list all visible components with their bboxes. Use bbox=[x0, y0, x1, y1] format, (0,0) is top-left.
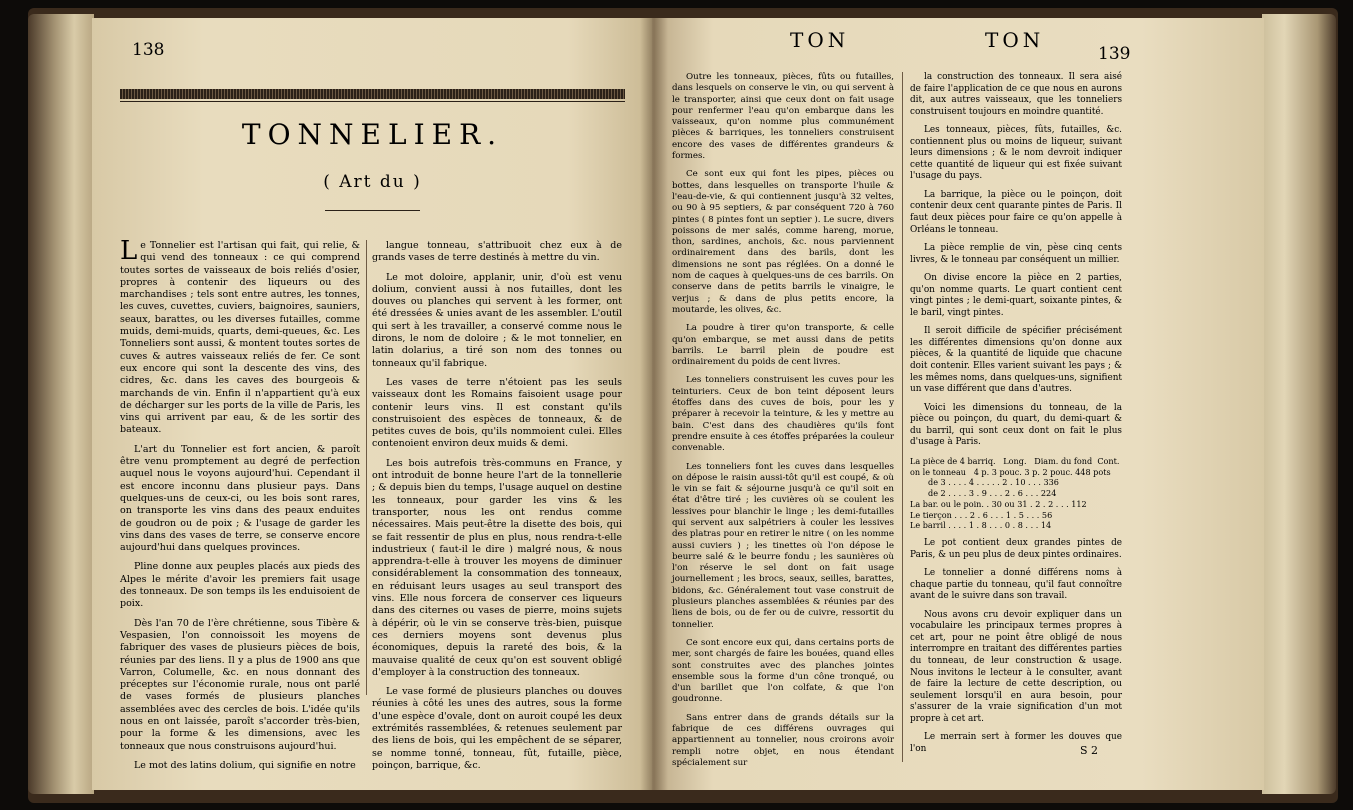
right-column-1 bbox=[672, 72, 894, 776]
paragraph: On divise encore la pièce en 2 parties, qu'on nomme quarts. Le quart contient cent vingt pintes ; le demi-quart, soixante pintes, & le baril, vingt pintes. bbox=[910, 273, 1122, 318]
dimensions-table-row: on le tonneau 4 p. 3 pouc. 3 p. 2 pouc. 448 pots bbox=[910, 466, 1111, 477]
paragraph: Le pot contient deux grandes pintes de Paris, & un peu plus de deux pintes ordinaires. bbox=[910, 538, 1122, 560]
paragraph: langue tonneau, s'attribuoit chez eux à de grands vases de terre destinés à mettre du vin. bbox=[372, 240, 622, 264]
paragraph: Il seroit difficile de spécifier précisément les différentes dimensions qu'on donne aux pièces, & la quantité de liquide que chacune doit contenir. Elles varient suivant les pays ; & les mêmes noms, dans quelques-uns, signifient un vase différent que dans d'autres. bbox=[910, 326, 1122, 395]
running-head-right: TON bbox=[985, 28, 1045, 52]
dimensions-table-row: de 3 . . . . 4 . . . . . 2 . 10 . . . 336 bbox=[910, 477, 1059, 488]
paragraph: Voici les dimensions du tonneau, de la pièce ou poinçon, du quart, du demi-quart & du barril, qui sont ceux dont on fait le plus d'usage à Paris. bbox=[910, 402, 1122, 448]
paragraph: Les tonneaux, pièces, fûts, futailles, &c. contiennent plus ou moins de liqueur, suivant leurs dimensions ; & le nom devroit indiquer cette quantité de liqueur qui est fixée suivant l'usage du pays. bbox=[910, 125, 1122, 182]
paragraph: Ce sont encore eux qui, dans certains ports de mer, sont chargés de faire les bouées, quand elles sont construites avec des planches jointes ensemble sous la forme d'un cône tronqué, ou d'un barillet que l'on colfate, & que l'on goudronne. bbox=[672, 637, 894, 705]
dimensions-table-row: Le barril . . . . 1 . 8 . . . 0 . 8 . . . 14 bbox=[910, 520, 1052, 531]
paragraph: Le Tonnelier est l'artisan qui fait, qui relie, & qui vend des tonneaux : ce qui comprend toutes sortes de vaisseaux de bois reliés d'osier, propres à contenir des liqueurs ou des marchandises ; tels sont entre autres, les tonnes, les cuves, cuvettes, cuviers, baignoires, sauniers, seaux, barattes, ou les diverses futailles, comme muids, demi-muids, quarts, demi-queues, &c. Les Tonneliers sont aussi, & montent toutes sortes de cuves & autres vaisseaux reliés de fer. Ce sont eux encore qui sont la descente des vins, des cidres, &c. dans les caves des bourgeois & marchands de vin. Enfin il n'appartient qu'à eux de décharger sur les ports de la ville de Paris, les vins qui arrivent par eau, & de les sortir des bateaux. bbox=[120, 236, 360, 436]
left-column-1 bbox=[120, 236, 361, 779]
paragraph: Le mot doloire, applanir, unir, d'où est venu dolium, convient aussi à nos futailles, dont les douves ou planches qui servent à les former, ont été dressées & unies avant de les assembler. L'outil qui sert à les travailler, a conservé comme nous le dirons, le nom de doloire ; & le mot tonnelier, en latin dolarius, a tiré son nom des tonnes ou tonneaux qu'il fabrique. bbox=[372, 271, 622, 369]
paragraph: Les tonneliers font les cuves dans lesquelles on dépose le raisin aussi-tôt qu'il est coupé, & où le vin se fait & séjourne jusqu'à ce qu'il soit en état d'être tiré ; les cuvières où se coulent les lessives pour blanchir le linge ; les demi-futailles qui servent aux salpétriers à couler les lessives des platras pour en retirer le nitre ( on les nomme aussi cuviers ) ; les tinettes où l'on dépose le beurre salé & le beurre fondu ; les saunières où l'on réserve le sel dont on fait usage journellement ; les brocs, seaux, seilles, barattes, bidons, &c. Généralement tout vase construit de plusieurs planches assemblées & réunies par des liens de bois, ou de fer ou de cuivre, ressortit du tonnelier. bbox=[672, 461, 894, 630]
paragraph: La pièce remplie de vin, pèse cinq cents livres, & le tonneau par conséquent un millier. bbox=[910, 243, 1122, 265]
signature-mark: S 2 bbox=[1080, 744, 1099, 757]
article-subtitle: ( Art du ) bbox=[323, 172, 422, 192]
left-page-number: 138 bbox=[132, 40, 165, 60]
left-column-divider bbox=[366, 240, 367, 695]
header-ornament-rule bbox=[120, 89, 625, 99]
left-page-edges bbox=[28, 14, 94, 794]
paragraph: La poudre à tirer qu'on transporte, & celle qu'on embarque, se met aussi dans de petits barrils. Le barril plein de poudre est ordinairement du poids de cent livres. bbox=[672, 323, 894, 368]
title-separator-rule bbox=[325, 210, 420, 211]
dimensions-table bbox=[910, 456, 1122, 531]
right-page-edges bbox=[1262, 14, 1336, 794]
paragraph: Pline donne aux peuples placés aux pieds des Alpes le mérite d'avoir les premiers fait usage des tonneaux. De son temps ils les enduisoient de poix. bbox=[120, 561, 361, 610]
left-column-2 bbox=[372, 240, 622, 779]
paragraph: Outre les tonneaux, pièces, fûts ou futailles, dans lesquels on conserve le vin, ou qui servent à le transporter, ainsi que ceux dont on fait usage pour renfermer l'eau qu'on embarque dans les vaisseaux, qu'on nomme plus communément pièces & barriques, les tonneliers construisent encore des vases de différentes grandeurs & formes. bbox=[672, 72, 894, 162]
paragraph: Les tonneliers construisent les cuves pour les teinturiers. Ceux de bon teint déposent leurs étoffes dans des cuves de bois, pour les y préparer à recevoir la teinture, & les y mettre au bain. C'est dans des chaudières qu'ils font prendre ensuite à ces étoffes préparées la couleur convenable. bbox=[672, 375, 894, 454]
dimensions-table-row: Le tierçon . . . 2 . 6 . . . 1 . 5 . . . 56 bbox=[910, 509, 1053, 520]
paragraph: Nous avons cru devoir expliquer dans un vocabulaire les principaux termes propres à cet art, pour ne point être obligé de nous interrompre en traitant des différentes parties du tonneau, de leur construction & usage. Nous invitons le lecteur à le consulter, avant de faire la lecture de cette description, ou seulement lorsqu'il en aura besoin, pour s'assurer de la vraie signification d'un mot propre à cet art. bbox=[910, 609, 1122, 724]
paragraph: Ce sont eux qui font les pipes, pièces ou bottes, dans lesquelles on transporte l'huile & l'eau-de-vie, & qui contiennent jusqu'à 32 veltes, ou 90 à 95 septiers, & par conséquent 720 à 760 pintes ( 8 pintes font un septier ). Le sucre, divers poissons de mer salés, comme hareng, morue, thon, sardines, anchois, &c. nous parviennent ordinairement dans des barils, dont les dimensions ne sont pas réglées. On a donné le nom de caques à quelques-uns de ces barrils. On conserve dans de petits barrils le vinaigre, le verjus ; & dans de plus petits encore, la moutarde, les olives, &c. bbox=[672, 169, 894, 315]
right-page-number: 139 bbox=[1098, 44, 1131, 64]
paragraph: Dès l'an 70 de l'ère chrétienne, sous Tibère & Vespasien, l'on connoissoit les moyens de fabriquer des vases de plusieurs pièces de bois, réunies par des liens. Il y a plus de 1900 ans que Varron, Columelle, &c. en nous donnant des préceptes sur l'économie rurale, nous ont parlé de vases formés de plusieurs planches assemblées avec des cercles de bois. L'idée qu'ils nous en ont laissée, paroît s'accorder très-bien, pour la forme & les dimensions, avec les tonneaux que nous construisons aujourd'hui. bbox=[120, 617, 360, 752]
paragraph: Le merrain sert à former les douves que l'on bbox=[910, 732, 1122, 754]
dimensions-table-header: La pièce de 4 barriq. Long. Diam. du fond Cont. bbox=[910, 455, 1120, 466]
dimensions-table-row: de 2 . . . . 3 . 9 . . . 2 . 6 . . . 224 bbox=[910, 488, 1057, 499]
dimensions-table-row: La bar. ou le poin. . 30 ou 31 . 2 . 2 . . . 112 bbox=[910, 498, 1087, 509]
paragraph: Les bois autrefois très-communs en France, y ont introduit de bonne heure l'art de la tonnellerie ; & depuis bien du temps, l'usage auquel on destine les tonneaux, pour garder les vins & les transporter, nous les ont rendus comme nécessaires. Mais peut-être la disette des bois, qui se fait ressentir de plus en plus, nous rendra-t-elle industrieux ( faut-il le dire ) malgré nous, & nous apprendra-t-elle à trouver les moyens de diminuer considérablement la consommation des tonneaux, en réduisant leurs usages au seul transport des vins. Elle nous forcera de conserver ces liqueurs dans des citernes ou vases de pierre, moins sujets à dépérir, où le vin se conserve très-bien, puisque ces derniers moyens sont devenus plus économiques, depuis la rareté des bois, & la mauvaise qualité de ceux qu'on est souvent obligé d'employer à la construction des tonneaux. bbox=[372, 457, 622, 678]
book-gutter bbox=[640, 18, 668, 790]
right-column-2 bbox=[910, 72, 1122, 762]
article-title: TONNELIER. bbox=[241, 118, 504, 151]
paragraph: Le vase formé de plusieurs planches ou douves réunies à côté les unes des autres, sous la forme d'une espèce d'ovale, dont on auroit coupé les deux extrémités rassemblées, & retenues seulement par des liens de bois, qui les empêchent de se séparer, se nomme tonné, tonneau, fût, futaille, pièce, poinçon, barrique, &c. bbox=[372, 686, 622, 771]
paragraph: Le tonnelier a donné différens noms à chaque partie du tonneau, qu'il faut connoître avant de le suivre dans son travail. bbox=[910, 568, 1122, 602]
right-column-divider bbox=[902, 72, 903, 762]
paragraph: La barrique, la pièce ou le poinçon, doit contenir deux cent quarante pintes de Paris. Il faut deux pièces pour faire ce qu'on appelle à Orléans le tonneau. bbox=[910, 189, 1122, 235]
paragraph: Le mot des latins dolium, qui signifie en notre bbox=[134, 759, 356, 771]
running-head-left: TON bbox=[790, 28, 850, 52]
paragraph: Sans entrer dans de grands détails sur la fabrique de ces différens ouvrages qui appartiennent au tonnelier, nous croirons avoir rempli notre objet, en nous étendant spécialement sur bbox=[672, 712, 894, 768]
header-thin-rule bbox=[120, 101, 625, 102]
paragraph: L'art du Tonnelier est fort ancien, & paroît être venu promptement au degré de perfection auquel nous le voyons aujourd'hui. Cependant il est encore inconnu dans plusieur pays. Dans quelques-uns de ceux-ci, ou les bois sont rares, on transporte les vins dans des peaux enduites de goudron ou de poix ; & l'usage de garder les vins dans des vases de terre, se conserve encore aujourd'hui dans quelques provinces. bbox=[120, 443, 360, 554]
paragraph: Les vases de terre n'étoient pas les seuls vaisseaux dont les Romains faisoient usage pour contenir leurs vins. Il est constant qu'ils construisoient des espèces de tonneaux, & de petites cuves de bois, qu'ils nommoient culei. Elles contenoient environ deux muids & demi. bbox=[372, 376, 622, 450]
paragraph: la construction des tonneaux. Il sera aisé de faire l'application de ce que nous en aurons dit, aux autres vaisseaux, que les tonneliers construisent toujours en moindre quantité. bbox=[910, 72, 1122, 117]
